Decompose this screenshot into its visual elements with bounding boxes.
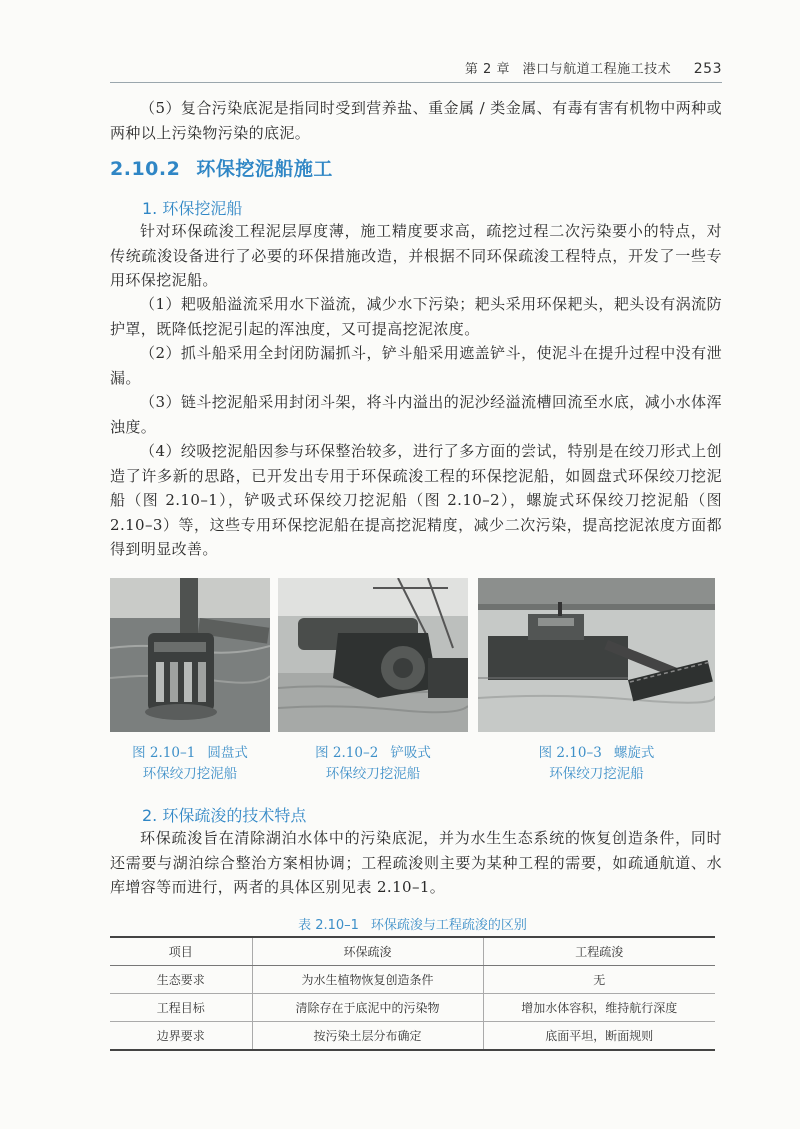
subsection-heading-1: 1. 环保挖泥船 [142, 199, 243, 218]
table-cell: 按污染土层分布确定 [252, 1022, 483, 1051]
table-row [110, 1022, 715, 1051]
figure-caption-2 [278, 743, 468, 785]
paragraph-intro: 针对环保疏浚工程泥层厚度薄，施工精度要求高，疏挖过程二次污染要小的特点，对传统疏浚设备进行了必要的环保措施改造，并根据不同环保疏浚工程特点，开发了一些专用环保挖泥船。 [110, 222, 722, 289]
figure-title: 螺旋式 [613, 745, 655, 761]
comparison-table [110, 936, 715, 1051]
table-cell: 底面平坦，断面规则 [483, 1022, 715, 1051]
table-row [110, 994, 715, 1022]
figure-title-line2: 环保绞刀挖泥船 [549, 766, 644, 782]
figure-caption-1 [110, 743, 270, 785]
table-cell: 生态要求 [110, 966, 252, 994]
table-title: 环保疏浚与工程疏浚的区别 [370, 918, 527, 933]
paragraph-item-3: （3）链斗挖泥船采用封闭斗架，将斗内溢出的泥沙经溢流槽回流至水底，减小水体浑浊度。 [110, 393, 722, 436]
figure-title: 圆盘式 [207, 745, 248, 761]
section-heading [110, 154, 333, 181]
figure-number: 图 2.10–2 [315, 745, 379, 761]
table-number: 表 2.10–1 [298, 918, 359, 933]
figure-caption-3 [478, 743, 715, 785]
photo-disc-cutter-dredger [110, 578, 270, 732]
table-cell: 边界要求 [110, 1022, 252, 1051]
intro-item-5: （5）复合污染底泥是指同时受到营养盐、重金属 / 类金属、有毒有害有机物中两种或两种以上污染物污染的底泥。 [110, 99, 722, 142]
paragraph-item-2: （2）抓斗船采用全封闭防漏抓斗，铲斗船采用遮盖铲斗，使泥斗在提升过程中没有泄漏。 [110, 344, 722, 387]
photo-bucket-suction-dredger [278, 578, 468, 732]
figure-title: 铲吸式 [390, 745, 431, 761]
paragraph-item-1: （1）耙吸船溢流采用水下溢流，减少水下污染；耙头采用环保耙头，耙头设有涡流防护罩，既降低挖泥引起的浑浊度，又可提高挖泥浓度。 [110, 295, 722, 338]
table-cell: 工程目标 [110, 994, 252, 1022]
header-item: 项目 [110, 937, 252, 966]
table-cell: 增加水体容积，维持航行深度 [483, 994, 715, 1022]
chapter-label: 第 2 章 [464, 62, 510, 77]
table-cell: 为水生植物恢复创造条件 [252, 966, 483, 994]
figure-title-line2: 环保绞刀挖泥船 [325, 766, 421, 782]
table-header-row [110, 937, 715, 966]
table-cell: 清除存在于底泥中的污染物 [252, 994, 483, 1022]
header-rule [110, 82, 722, 83]
figure-title-line2: 环保绞刀挖泥船 [142, 766, 238, 782]
page-number: 253 [693, 61, 722, 77]
header-engineering-dredging: 工程疏浚 [483, 937, 715, 966]
figure-number: 图 2.10–3 [538, 745, 602, 761]
subsection-heading-2: 2. 环保疏浚的技术特点 [142, 806, 307, 825]
figure-number: 图 2.10–1 [132, 745, 196, 761]
table-row [110, 966, 715, 994]
running-head [465, 58, 722, 77]
section-title: 环保挖泥船施工 [196, 158, 333, 180]
paragraph-item-4: （4）绞吸挖泥船因参与环保整治较多，进行了多方面的尝试，特别是在绞刀形式上创造了许多新的思路，已开发出专用于环保疏浚工程的环保挖泥船，如圆盘式环保绞刀挖泥船（图 2.10–1），铲吸式环保绞刀挖泥船（图 2.10–2），螺旋式环保绞刀挖泥船（图 2.10–3）等，这些专用环保挖泥船在提高挖泥精度，减少二次污染，提高挖泥浓度方面都得到明显改善。 [110, 442, 722, 558]
photo-spiral-cutter-dredger [478, 578, 715, 732]
chapter-title: 港口与航道工程施工技术 [522, 62, 672, 77]
header-environmental-dredging: 环保疏浚 [252, 937, 483, 966]
table-caption [110, 914, 715, 933]
paragraph-technical-features: 环保疏浚旨在清除湖泊水体中的污染底泥，并为水生生态系统的恢复创造条件，同时还需要与湖泊综合整治方案相协调；工程疏浚则主要为某种工程的需要，如疏通航道、水库增容等而进行，两者的具体区别见表 2.10–1。 [110, 829, 722, 896]
table-cell: 无 [483, 966, 715, 994]
section-number: 2.10.2 [110, 158, 181, 180]
